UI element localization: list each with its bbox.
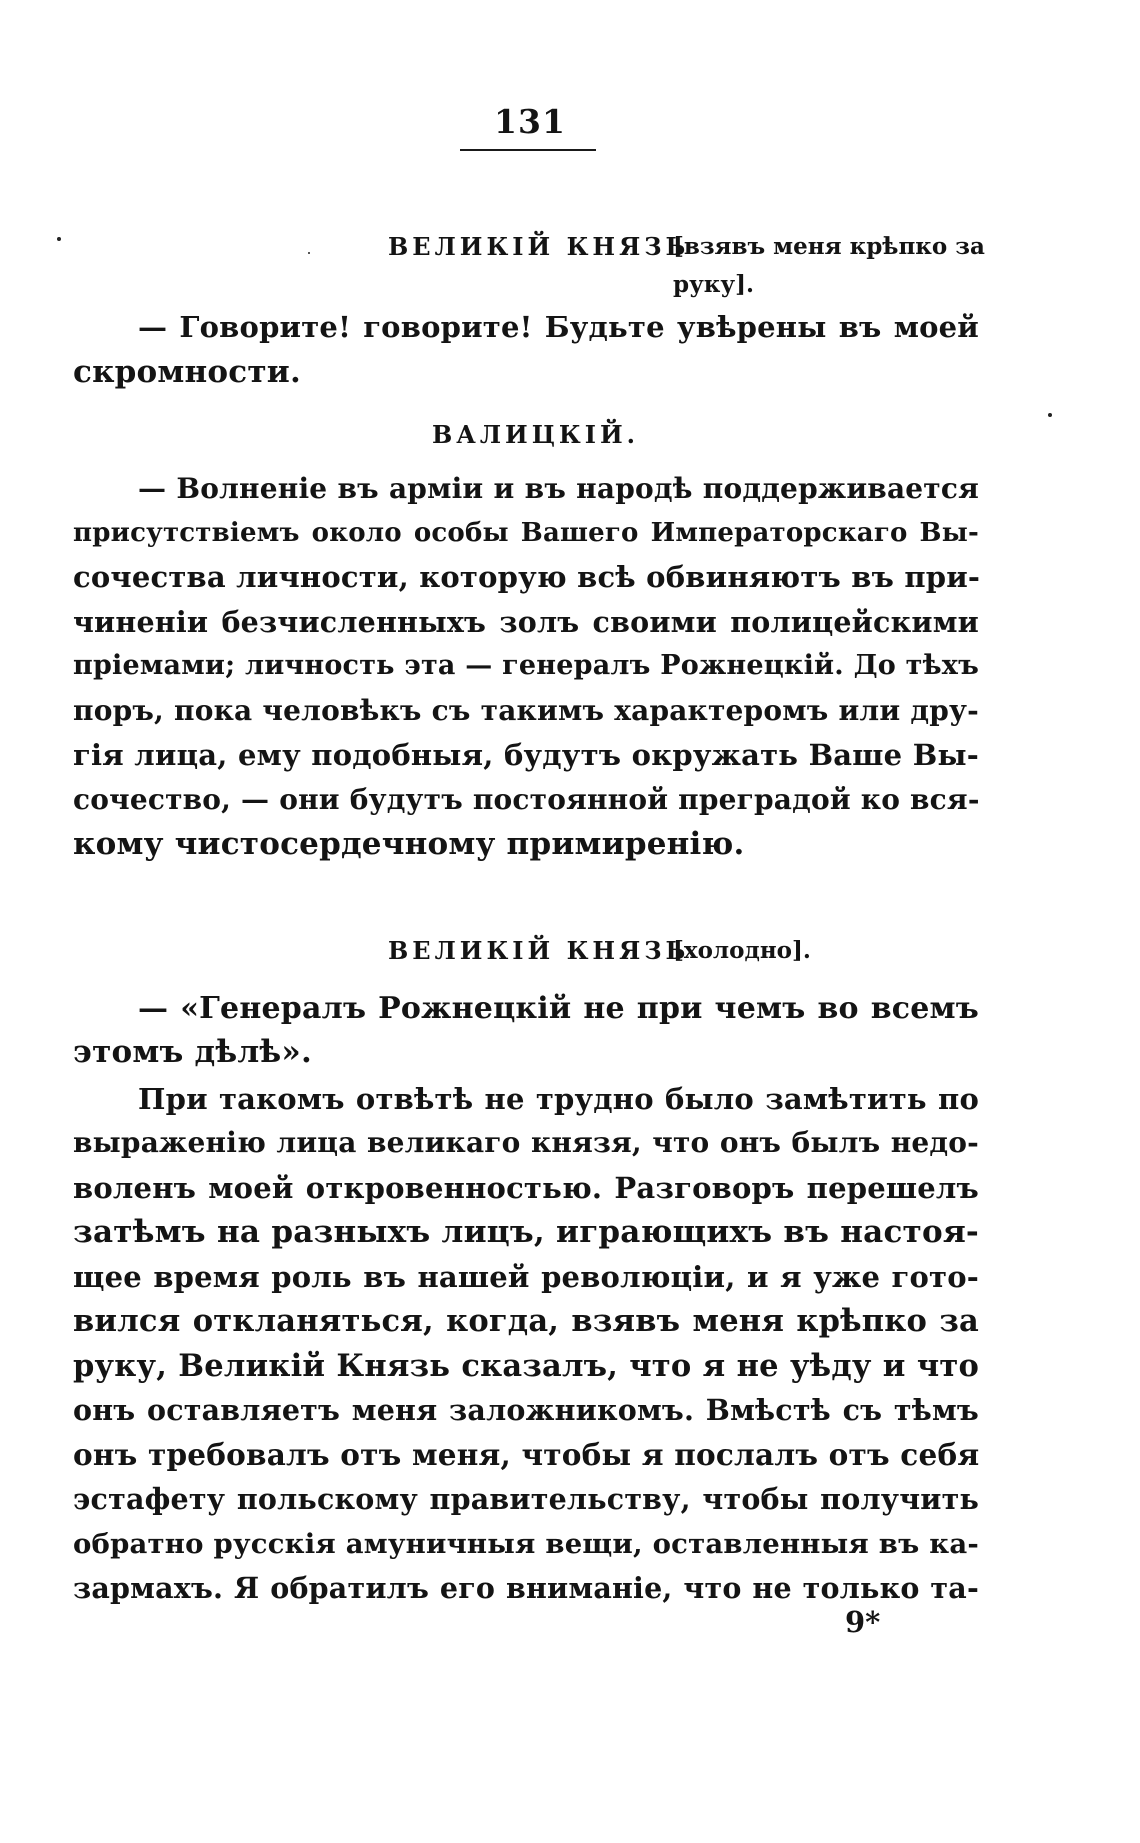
text-line: — Говорите! говорите! Будьте увѣрены въ моей xyxy=(138,310,979,344)
text-line: затѣмъ на разныхъ лицъ, играющихъ въ настоя- xyxy=(73,1214,979,1250)
page-number: 131 xyxy=(494,102,566,141)
header-rule xyxy=(460,149,596,151)
text-line: эстафету польскому правительству, чтобы получить xyxy=(73,1482,979,1516)
text-line: вился откланяться, когда, взявъ меня крѣпко за xyxy=(73,1303,979,1339)
speaker-heading: ВАЛИЦКІЙ. xyxy=(432,420,640,449)
text-line: гія лица, ему подобныя, будутъ окружать Ваше Вы- xyxy=(73,738,979,772)
text-line: обратно русскія амуничныя вещи, оставленныя въ ка- xyxy=(73,1528,979,1560)
text-line: чиненіи безчисленныхъ золъ своими полицейскими xyxy=(73,605,979,639)
text-line: сочества личности, которую всѣ обвиняютъ въ при- xyxy=(73,560,981,594)
print-speck xyxy=(308,252,310,254)
text-line: присутствіемъ около особы Вашего Императорскаго Вы- xyxy=(73,518,979,548)
print-speck xyxy=(1048,413,1052,417)
text-line: поръ, пока человѣкъ съ такимъ характеромъ или дру- xyxy=(73,694,979,727)
speaker-heading: ВЕЛИКІЙ КНЯЗЬ xyxy=(388,232,690,261)
text-line: онъ оставляетъ меня заложникомъ. Вмѣстѣ съ тѣмъ xyxy=(73,1393,979,1427)
text-line: этомъ дѣлѣ». xyxy=(73,1034,312,1070)
text-line: скромности. xyxy=(73,354,301,390)
text-line: сочество, — они будутъ постоянной преградой ко вся- xyxy=(73,783,980,816)
stage-direction: [взявъ меня крѣпко за xyxy=(673,233,985,260)
stage-direction: руку]. xyxy=(673,271,755,298)
text-line: пріемами; личность эта — генералъ Рожнецкій. До тѣхъ xyxy=(73,650,979,681)
stage-direction: [холодно]. xyxy=(673,937,811,964)
text-line: онъ требовалъ отъ меня, чтобы я послалъ отъ себя xyxy=(73,1437,980,1472)
text-line: При такомъ отвѣтѣ не трудно было замѣтить по xyxy=(138,1082,979,1116)
text-line: — Волненіе въ арміи и въ народѣ поддерживается xyxy=(138,472,979,505)
speaker-heading: ВЕЛИКІЙ КНЯЗЬ xyxy=(388,936,690,965)
text-line: — «Генералъ Рожнецкій не при чемъ во всемъ xyxy=(138,991,979,1026)
text-line: руку, Великій Князь сказалъ, что я не уѣду и что xyxy=(73,1348,979,1384)
text-line: воленъ моей откровенностью. Разговоръ перешелъ xyxy=(73,1171,979,1205)
print-speck xyxy=(57,237,61,241)
text-line: выраженію лица великаго князя, что онъ былъ недо- xyxy=(73,1126,979,1159)
text-line: зармахъ. Я обратилъ его вниманіе, что не только та- xyxy=(73,1571,979,1605)
printer-signature-mark: 9* xyxy=(845,1605,881,1639)
text-line: щее время роль въ нашей революціи, и я уже гото- xyxy=(73,1260,979,1294)
text-line: кому чистосердечному примиренію. xyxy=(73,826,745,862)
